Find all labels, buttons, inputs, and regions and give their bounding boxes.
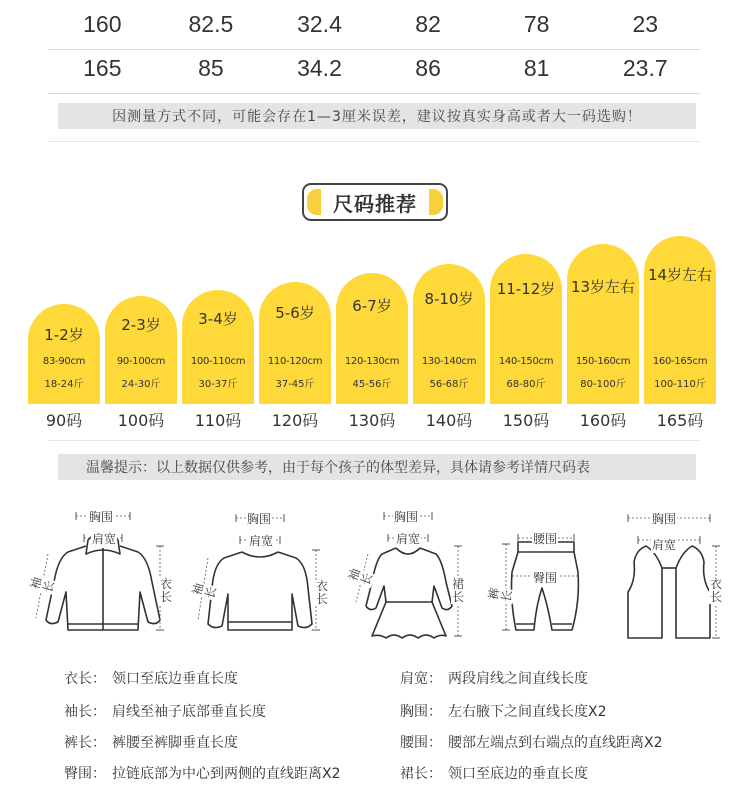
pants-diagram [486,502,596,652]
measurement-notice: 因测量方式不同，可能会存在1—3厘米误差，建议按真实身高或者大一码选购！ [58,103,696,129]
definition-term: 裙长： [400,766,442,782]
age-label: 5-6岁 [275,304,315,322]
table-cell: 23 [632,11,659,37]
weight-range: 45-56斤 [352,379,392,390]
chest-label: 胸围 [652,512,677,526]
weight-range: 30-37斤 [198,379,238,390]
table-cell: 85 [198,55,224,81]
shoulder-label: 肩宽 [249,534,274,548]
definition-desc: 领口至底边的垂直长度 [448,766,588,782]
height-range: 100-110cm [190,356,246,367]
definition-item [64,763,341,783]
reference-notice: 温馨提示：以上数据仅供参考，由于每个孩子的体型差异，具体请参考详情尺码表 [58,454,696,480]
size-code: 140码 [425,411,473,430]
weight-range: 18-24斤 [44,379,84,390]
sweatshirt-diagram [190,502,330,652]
definition-term: 裤长： [64,735,106,751]
size-code-row [28,408,722,434]
table-cell: 34.2 [297,55,342,81]
age-label: 1-2岁 [44,326,84,344]
height-range: 110-120cm [267,356,323,367]
height-range: 120-130cm [344,356,400,367]
waist-label: 腰围 [533,532,558,546]
age-label: 3-4岁 [198,310,238,328]
shoulder-label: 肩宽 [92,532,117,546]
jacket-diagram [28,502,178,652]
size-table-row [48,0,700,50]
definition-desc: 左右腋下之间直线长度X2 [448,704,607,720]
divider [48,141,700,142]
length-label: 衣长 [709,577,722,604]
shoulder-label: 肩宽 [396,532,421,546]
definition-term: 衣长： [64,671,106,687]
length-label: 衣长 [315,579,328,606]
table-cell: 82 [415,11,441,37]
definition-desc: 肩线至袖子底部垂直长度 [112,704,266,720]
height-range: 83-90cm [42,356,86,367]
table-cell: 165 [83,55,122,81]
age-label: 11-12岁 [496,280,556,298]
age-label: 14岁左右 [647,266,713,284]
size-arch [336,273,408,404]
size-arch [182,290,254,404]
weight-range: 68-80斤 [506,379,546,390]
chest-label: 胸围 [89,510,114,524]
weight-range: 37-45斤 [275,379,315,390]
sleeve-label: 袖长 [345,566,376,588]
table-cell: 78 [523,11,550,37]
definition-desc: 拉链底部为中心到两侧的直线距离X2 [112,766,341,782]
table-cell: 86 [415,55,441,81]
divider [48,440,700,441]
age-label: 6-7岁 [352,297,392,315]
definition-term: 胸围： [400,704,442,720]
weight-range: 24-30斤 [121,379,161,390]
height-range: 150-160cm [575,356,631,367]
table-cell: 81 [523,55,550,81]
definition-item [64,701,266,721]
sleeve-label: 袖长 [189,581,220,601]
definition-desc: 裤腰至裤脚垂直长度 [112,735,238,751]
definition-item [400,668,588,688]
definition-item [400,763,588,783]
size-code: 160码 [579,411,627,430]
size-arch [490,254,562,404]
table-cell: 82.5 [188,11,234,37]
size-arch [413,264,485,404]
skirt-length-label: 裙长 [451,577,464,604]
definition-term: 肩宽： [400,671,442,687]
definition-desc: 领口至底边垂直长度 [112,671,238,687]
age-label: 8-10岁 [424,290,474,308]
size-arch [28,304,100,404]
definition-term: 腰围： [400,735,442,751]
chest-label: 胸围 [394,510,419,524]
height-range: 130-140cm [421,356,477,367]
weight-range: 56-68斤 [429,379,469,390]
height-range: 90-100cm [116,356,166,367]
definition-desc: 两段肩线之间直线长度 [448,671,588,687]
table-cell: 32.4 [297,11,342,37]
dress-diagram [342,502,474,652]
height-range: 140-150cm [498,356,554,367]
size-table-row [48,44,700,94]
age-label: 13岁左右 [570,278,636,296]
length-label: 衣长 [159,577,172,604]
weight-range: 100-110斤 [654,379,706,390]
definition-item [400,732,663,752]
sleeve-label: 袖长 [27,575,58,595]
weight-range: 80-100斤 [580,379,626,390]
section-title-badge [302,183,448,221]
hip-label: 臀围 [533,571,558,585]
vest-diagram [610,502,728,652]
size-code: 100码 [117,411,165,430]
size-arch [105,296,177,404]
definition-term: 臀围： [64,766,106,782]
table-cell: 160 [83,11,122,37]
size-code: 150码 [502,411,550,430]
definition-desc: 腰部左端点到右端点的直线距离X2 [448,735,663,751]
height-range: 160-165cm [652,356,708,367]
size-arch [644,236,716,404]
chest-label: 胸围 [247,512,272,526]
definition-item [64,668,238,688]
pants-length-label: 裤长 [486,586,515,604]
shoulder-label: 肩宽 [652,538,677,552]
size-arch [259,282,331,404]
size-code: 165码 [656,411,704,430]
size-code: 90码 [45,411,83,430]
definition-item [64,732,238,752]
size-code: 110码 [194,411,242,430]
definition-item [400,701,607,721]
size-code: 120码 [271,411,319,430]
age-label: 2-3岁 [121,316,161,334]
table-cell: 23.7 [622,55,668,81]
definition-term: 袖长： [64,704,106,720]
section-title: 尺码推荐 [333,191,417,216]
size-code: 130码 [348,411,396,430]
size-recommendation-chart [28,234,722,404]
size-arch [567,244,639,404]
